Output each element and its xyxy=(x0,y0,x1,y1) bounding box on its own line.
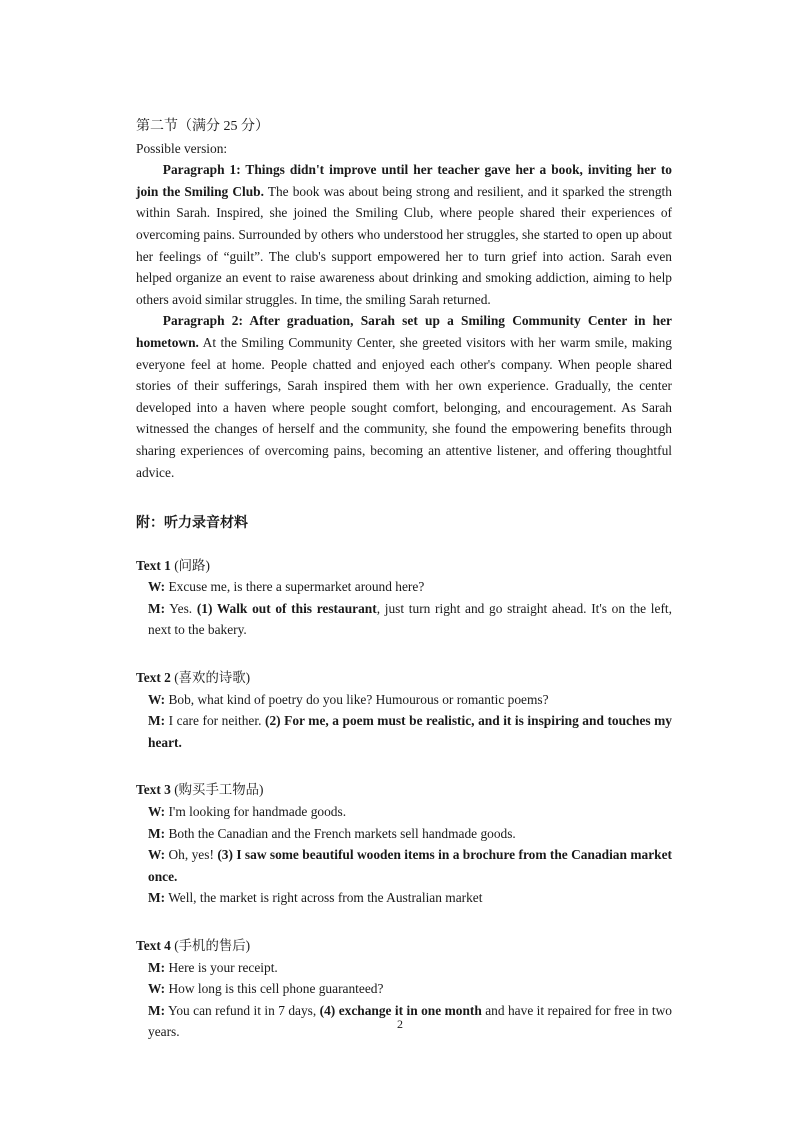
speaker-label: M: xyxy=(148,600,166,616)
dialogue-line xyxy=(136,887,672,909)
answer-highlight: (2) For me, a poem must be realistic, and it is inspiring and touches my heart. xyxy=(148,713,672,750)
page-number: 2 xyxy=(397,1017,403,1031)
text-4-label: Text 4 xyxy=(136,938,171,953)
line-text: Oh, yes! xyxy=(165,847,218,863)
text-2-block xyxy=(136,667,672,753)
paragraph-1-lead: Paragraph 1: Things didn't improve until her teacher gave her a book, inviting her to join the Smiling Club. xyxy=(136,162,672,199)
line-text: Excuse me, is there a supermarket around here? xyxy=(165,579,425,595)
text-1-block xyxy=(136,555,672,641)
text-4-title xyxy=(136,935,672,957)
dialogue-line xyxy=(136,978,672,1000)
text-1-label: Text 1 xyxy=(136,557,171,573)
line-text: You can refund it in 7 days, xyxy=(165,1002,320,1018)
answer-highlight: (4) exchange it in one month xyxy=(319,1002,482,1018)
text-3-title xyxy=(136,779,672,801)
version-label: Possible version: xyxy=(136,140,228,156)
line-text: Yes. xyxy=(165,600,197,616)
line-text: Well, the market is right across from the Australian market xyxy=(165,890,483,906)
line-text: and have it repaired for free in two years. xyxy=(148,1002,672,1040)
line-text: Here is your receipt. xyxy=(165,959,278,975)
paragraph-2-lead: Paragraph 2: After graduation, Sarah set up a Smiling Community Center in her hometown. xyxy=(136,313,672,350)
paragraph-2-body: At the Smiling Community Center, she greeted visitors with her warm smile, making everyone feel at home. People chatted and enjoyed each other's company. When people shared stories of their sufferings, Sarah inspired them with her own experience. Gradually, the center developed into a haven where people sought comfort, belonging, and encouragement. As Sarah witnessed the changes of herself and the community, she found the empowering benefits through sharing experiences of overcoming pains, becoming an attentive listener, and offering thoughtful advice. xyxy=(136,334,672,480)
speaker-label: M: xyxy=(148,713,166,729)
line-text: I'm looking for handmade goods. xyxy=(165,804,347,820)
speaker-label: M: xyxy=(148,959,166,975)
speaker-label: M: xyxy=(148,890,166,906)
answer-highlight: (3) I saw some beautiful wooden items in a brochure from the Canadian market once. xyxy=(148,847,672,884)
line-text: , just turn right and go straight ahead. It's on the left, next to the bakery. xyxy=(148,600,672,638)
paragraph-1-body: The book was about being strong and resilient, and it sparked the strength within Sarah. Inspired, she joined the Smiling Club, where people shared their experiences of overcoming pains. Surrounded by others who understood her struggles, she started to open up about her feelings of “guilt”. The club's support empowered her to turn grief into action. Sarah even helped organize an event to raise awareness about drinking and smoking addiction, aiming to help others avoid similar struggles. In time, the smiling Sarah returned. xyxy=(136,183,672,307)
answer-highlight: (1) Walk out of this restaurant xyxy=(196,600,377,616)
speaker-label: W: xyxy=(148,804,166,820)
text-3-block xyxy=(136,779,672,909)
speaker-label: W: xyxy=(148,691,166,707)
line-text: Bob, what kind of poetry do you like? Humourous or romantic poems? xyxy=(165,691,549,707)
speaker-label: W: xyxy=(148,579,166,595)
text-3-label: Text 3 xyxy=(136,782,171,798)
dialogue-line xyxy=(136,823,672,845)
dialogue-line xyxy=(136,801,672,823)
paragraph-2 xyxy=(136,310,672,483)
line-text: I care for neither. xyxy=(165,713,265,729)
speaker-label: W: xyxy=(148,981,166,997)
dialogue-line xyxy=(136,689,672,711)
text-1-topic: (问路) xyxy=(174,557,210,573)
text-2-title xyxy=(136,667,672,689)
text-1-title xyxy=(136,555,672,577)
page-content xyxy=(136,116,672,1043)
text-2-topic: (喜欢的诗歌) xyxy=(174,670,251,686)
speaker-label: W: xyxy=(148,847,166,863)
paragraph-1 xyxy=(136,159,672,310)
text-4-topic: (手机的售后) xyxy=(174,938,251,953)
section-title: 第二节（满分 25 分） xyxy=(136,119,269,134)
line-text: Both the Canadian and the French markets sell handmade goods. xyxy=(165,825,516,841)
speaker-label: M: xyxy=(148,1002,166,1018)
line-text: How long is this cell phone guaranteed? xyxy=(165,981,384,997)
dialogue-line xyxy=(136,598,672,641)
dialogue-line xyxy=(136,710,672,753)
text-2-label: Text 2 xyxy=(136,670,171,686)
appendix-title: 附：听力录音材料 xyxy=(136,516,248,532)
speaker-label: M: xyxy=(148,825,166,841)
dialogue-line xyxy=(136,844,672,887)
text-3-topic: (购买手工物品) xyxy=(174,782,264,798)
dialogue-line xyxy=(136,576,672,598)
dialogue-line xyxy=(136,957,672,979)
